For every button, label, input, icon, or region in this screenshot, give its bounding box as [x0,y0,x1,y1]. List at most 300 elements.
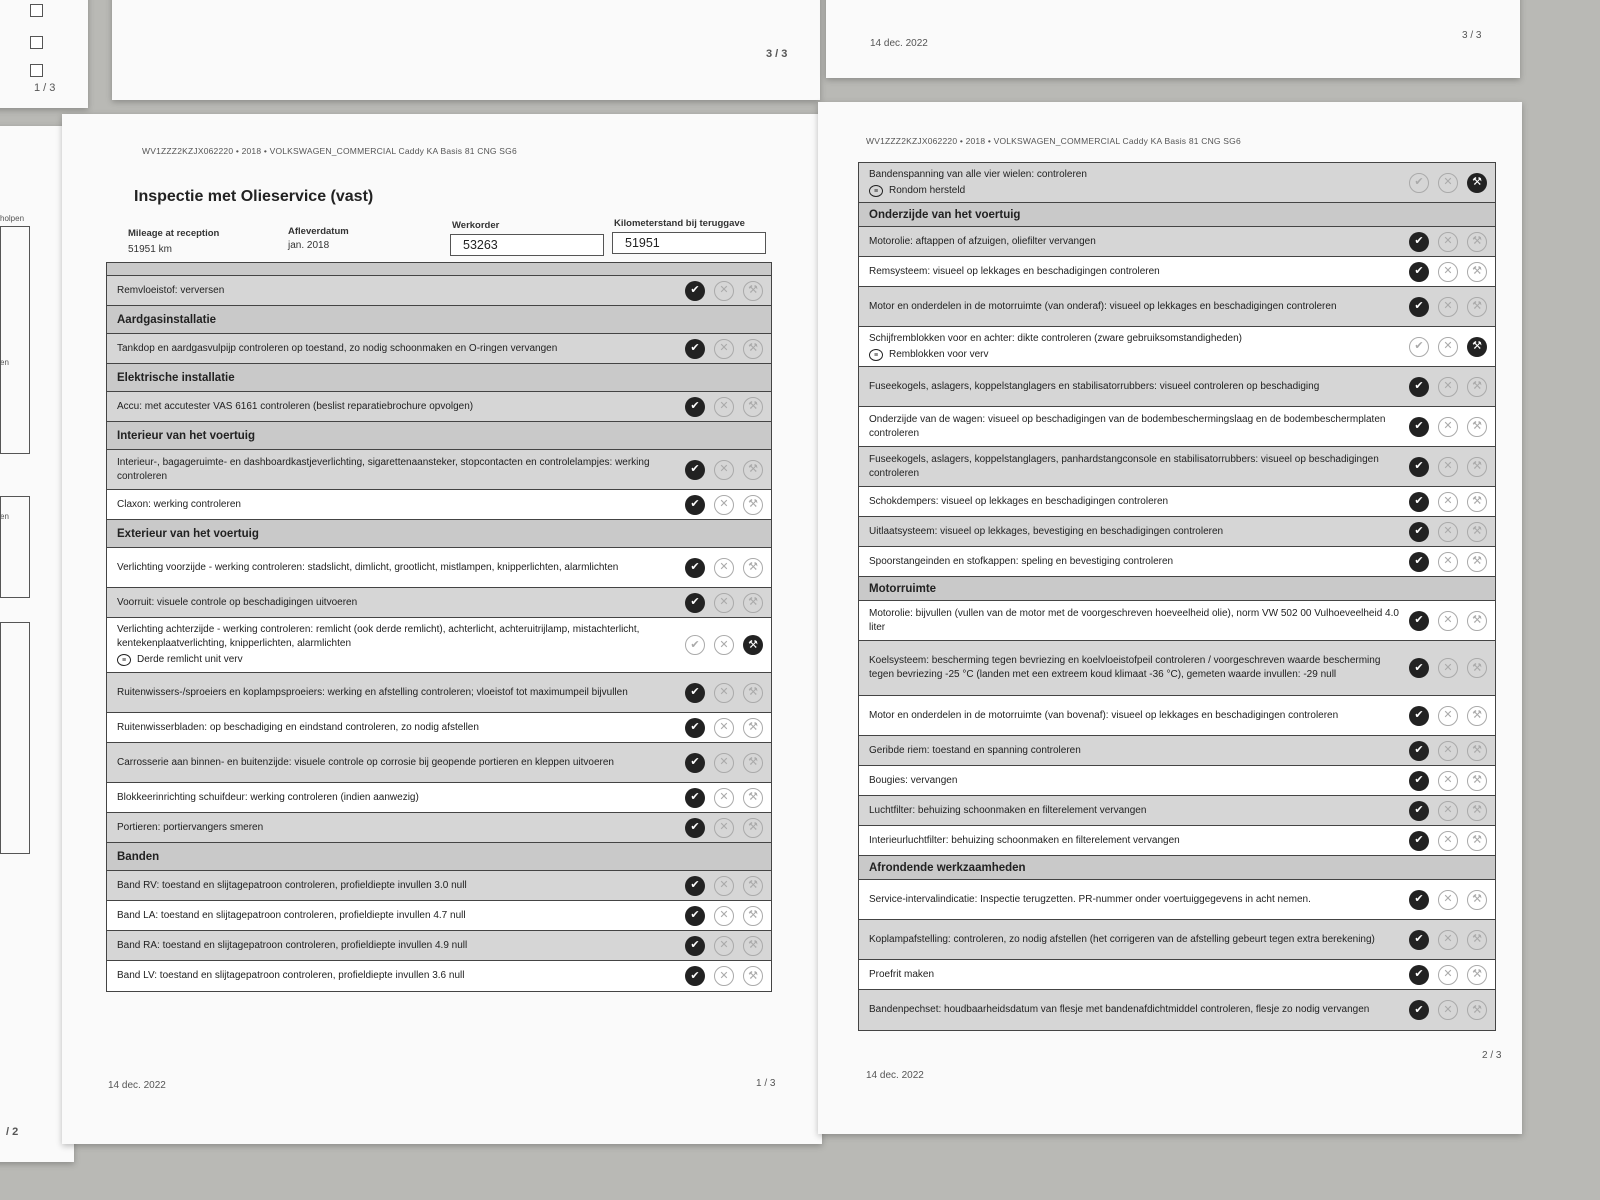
cross-icon: ✕ [714,683,734,703]
item-text: Motorolie: bijvullen (vullen van de motor met de voorgeschreven hoeveelheid olie), norm VW 502 00 Vulhoeveelheid 4.0 liter [869,607,1399,633]
row-content [869,413,1409,441]
wrench-icon: ⚒ [743,281,763,301]
item-note [869,348,1399,362]
item-text: Band RA: toestand en slijtagepatroon controleren, profieldiepte invullen 4.9 null [117,939,468,951]
document-header: WV1ZZZ2KZJX062220 • 2018 • VOLKSWAGEN_COMMERCIAL Caddy KA Basis 81 CNG SG6 [866,136,1241,146]
page-number: 3 / 3 [1462,30,1482,41]
cross-icon: ✕ [1438,232,1458,252]
check-icon: ✔ [1409,377,1429,397]
checklist-row [107,673,771,713]
row-content [117,686,685,700]
item-note [117,653,675,667]
cross-icon: ✕ [1438,173,1458,193]
cross-icon: ✕ [714,281,734,301]
row-content [117,721,685,735]
checklist-row [859,960,1495,990]
status-icons [685,397,763,417]
cross-icon: ✕ [714,635,734,655]
item-text: Proefrit maken [869,968,935,980]
checklist-row [859,163,1495,203]
cross-icon: ✕ [714,718,734,738]
cross-icon: ✕ [1438,890,1458,910]
row-content [869,495,1409,509]
status-icons [1409,377,1487,397]
checklist-row [859,796,1495,826]
section-title: Motorruimte [869,582,937,595]
check-icon: ✔ [685,876,705,896]
wrench-icon: ⚒ [743,718,763,738]
check-icon: ✔ [685,635,705,655]
checklist-row [107,276,771,306]
check-icon: ✔ [1409,262,1429,282]
page-number: 1 / 3 [34,82,56,94]
row-content [117,596,685,610]
check-icon: ✔ [1409,297,1429,317]
item-text: Band RV: toestand en slijtagepatroon controleren, profieldiepte invullen 3.0 null [117,879,467,891]
checklist-row [107,713,771,743]
wrench-icon: ⚒ [743,818,763,838]
wrench-icon: ⚒ [1467,262,1487,282]
check-icon: ✔ [1409,417,1429,437]
wrench-icon: ⚒ [1467,771,1487,791]
check-icon: ✔ [1409,801,1429,821]
row-content [117,342,685,356]
row-content [117,879,685,893]
status-icons [1409,1000,1487,1020]
wrench-icon: ⚒ [743,788,763,808]
check-icon: ✔ [1409,771,1429,791]
cross-icon: ✕ [1438,831,1458,851]
section-title: Onderzijde van het voertuig [869,208,1021,221]
workorder-label: Werkorder [452,220,500,231]
checklist-row [859,547,1495,577]
check-icon: ✔ [1409,831,1429,851]
item-text: Tankdop en aardgasvulpijp controleren op toestand, zo nodig schoonmaken en O-ringen vervangen [117,342,558,354]
section-title: Elektrische installatie [117,371,235,384]
note-text: Derde remlicht unit verv [137,654,243,665]
item-text: Koelsysteem: bescherming tegen bevriezing en koelvloeistofpeil controleren / voorgeschreven waarde bescherming tegen bevriezing -25 °C (landen met een extreem koud klimaat -36 °C), gemeten waarde invullen: -29 null [869,655,1381,680]
checklist-row [107,618,771,673]
cross-icon: ✕ [1438,417,1458,437]
status-icons [685,753,763,773]
check-icon: ✔ [685,936,705,956]
check-icon: ✔ [685,818,705,838]
note-text: Remblokken voor verv [889,348,989,360]
status-icons [1409,741,1487,761]
item-text: Spoorstangeinden en stofkappen: speling en bevestiging controleren [869,555,1174,567]
status-icons [1409,337,1487,357]
status-icons [685,635,763,655]
item-text: Interieurluchtfilter: behuizing schoonmaken en filterelement vervangen [869,834,1180,846]
check-icon: ✔ [1409,965,1429,985]
item-text: Carrosserie aan binnen- en buitenzijde: visuele controle op corrosie bij geopende portieren en kleppen uitvoeren [117,756,614,768]
check-icon: ✔ [1409,457,1429,477]
wrench-icon: ⚒ [743,558,763,578]
status-icons [685,906,763,926]
checklist-row [859,447,1495,487]
check-icon: ✔ [1409,173,1429,193]
mileage-value: 51951 km [128,244,172,255]
checklist-row [859,641,1495,696]
status-icons [685,460,763,480]
checklist-row [107,334,771,364]
status-icons [1409,801,1487,821]
cross-icon: ✕ [1438,262,1458,282]
wrench-icon: ⚒ [1467,173,1487,193]
wrench-icon: ⚒ [1467,417,1487,437]
status-icons [1409,890,1487,910]
check-icon: ✔ [1409,611,1429,631]
wrench-icon: ⚒ [1467,965,1487,985]
status-icons [1409,492,1487,512]
wrench-icon: ⚒ [743,397,763,417]
status-icons [1409,965,1487,985]
checklist-row [859,487,1495,517]
item-text: Interieur-, bagageruimte- en dashboardkastjeverlichting, sigarettenaansteker, stopcontacten en controlelampjes: werking controleren [117,456,650,482]
item-text: Blokkeerinrichting schuifdeur: werking controleren (indien aanwezig) [117,791,419,803]
wrench-icon: ⚒ [743,876,763,896]
check-icon: ✔ [1409,1000,1429,1020]
row-content [117,400,685,414]
section-title: Banden [117,850,160,863]
status-icons [685,495,763,515]
cross-icon: ✕ [714,936,734,956]
item-text: Fuseekogels, aslagers, koppelstanglagers, panhardstangconsole en stabilisatorrubbers: visueel op beschadigingen controleren [869,453,1379,479]
checklist-row [859,257,1495,287]
item-text: Verlichting achterzijde - werking controleren: remlicht (ook derde remlicht), achterlicht, achteruitrijlamp, mistachterlicht, kentekenplaatverlichting, knipperlichten, alarmlichten [117,624,640,649]
checklist-row [859,601,1495,641]
status-icons [1409,262,1487,282]
status-icons [1409,831,1487,851]
wrench-icon: ⚒ [743,339,763,359]
row-content [869,709,1409,723]
checklist-row [107,392,771,422]
item-text: Band LV: toestand en slijtagepatroon controleren, profieldiepte invullen 3.6 null [117,970,465,981]
wrench-icon: ⚒ [1467,930,1487,950]
checklist-table [106,262,772,992]
wrench-icon: ⚒ [1467,801,1487,821]
wrench-icon: ⚒ [743,635,763,655]
item-text: Bougies: vervangen [869,774,958,786]
checklist-row [107,588,771,618]
item-text: Ruitenwissers-/sproeiers en koplampsproeiers: werking en afstelling controleren; vloeistof tot maximumpeil bijvullen [117,686,628,698]
item-text: Band LA: toestand en slijtagepatroon controleren, profieldiepte invullen 4.7 null [117,909,466,921]
status-icons [685,339,763,359]
item-text: Uitlaatsysteem: visueel op lekkages, bevestiging en beschadigingen controleren [869,525,1224,537]
wrench-icon: ⚒ [743,753,763,773]
section-header [107,843,771,871]
section-header [859,856,1495,880]
checklist-row [107,743,771,783]
checklist-table [858,162,1496,1031]
status-icons [685,876,763,896]
wrench-icon: ⚒ [1467,522,1487,542]
section-title: Exterieur van het voertuig [117,527,259,540]
row-content [117,284,685,298]
cross-icon: ✕ [1438,930,1458,950]
cross-icon: ✕ [1438,706,1458,726]
checklist-row [107,548,771,588]
status-icons [1409,522,1487,542]
note-text: Rondom hersteld [889,184,966,196]
status-icons [1409,417,1487,437]
page-2 [818,102,1522,1134]
footer-page: 1 / 3 [756,1078,776,1089]
page-number: / 2 [6,1126,19,1138]
row-content [869,168,1409,198]
item-text: Geribde riem: toestand en spanning controleren [869,744,1081,756]
section-header [107,520,771,548]
cross-icon: ✕ [1438,522,1458,542]
check-icon: ✔ [685,339,705,359]
check-icon: ✔ [1409,492,1429,512]
km-field: 51951 [612,232,766,254]
check-icon: ✔ [685,718,705,738]
check-icon: ✔ [1409,741,1429,761]
cross-icon: ✕ [1438,457,1458,477]
status-icons [685,593,763,613]
item-text: Remsysteem: visueel op lekkages en beschadigingen controleren [869,265,1160,277]
item-text: Bandenspanning van alle vier wielen: controleren [869,168,1087,180]
checklist-row [107,931,771,961]
section-header [107,364,771,392]
section-header [107,306,771,334]
mileage-label: Mileage at reception [128,228,220,239]
checklist-row [107,961,771,991]
wrench-icon: ⚒ [1467,890,1487,910]
table-top-band [107,263,771,276]
status-icons [685,281,763,301]
side-label: en [0,358,9,367]
cross-icon: ✕ [1438,741,1458,761]
check-icon: ✔ [1409,232,1429,252]
status-icons [685,966,763,986]
row-content [117,498,685,512]
item-text: Luchtfilter: behuizing schoonmaken en filterelement vervangen [869,804,1147,816]
checklist-row [859,227,1495,257]
wrench-icon: ⚒ [743,495,763,515]
cross-icon: ✕ [714,876,734,896]
wrench-icon: ⚒ [1467,552,1487,572]
wrench-icon: ⚒ [1467,741,1487,761]
checklist-row [107,901,771,931]
row-content [869,380,1409,394]
wrench-icon: ⚒ [1467,337,1487,357]
checklist-row [107,783,771,813]
checklist-row [859,880,1495,920]
row-content [869,968,1409,982]
status-icons [1409,173,1487,193]
wrench-icon: ⚒ [1467,492,1487,512]
checklist-row [859,826,1495,856]
item-text: Bandenpechset: houdbaarheidsdatum van flesje met bandenafdichtmiddel controleren, flesje zo nodig vervangen [869,1004,1370,1015]
cross-icon: ✕ [1438,611,1458,631]
paper-fragment-top-middle [112,0,820,100]
check-icon: ✔ [1409,658,1429,678]
cross-icon: ✕ [1438,771,1458,791]
km-label: Kilometerstand bij teruggave [614,218,745,229]
workorder-field: 53263 [450,234,604,256]
row-content [869,265,1409,279]
item-text: Voorruit: visuele controle op beschadigingen uitvoeren [117,596,358,608]
row-content [869,555,1409,569]
section-header [107,422,771,450]
wrench-icon: ⚒ [1467,831,1487,851]
item-text: Ruitenwisserbladen: op beschadiging en eindstand controleren, zo nodig afstellen [117,721,479,733]
check-icon: ✔ [685,683,705,703]
footer-date: 14 dec. 2022 [108,1080,166,1091]
row-content [869,774,1409,788]
item-note [869,184,1399,198]
item-text: Onderzijde van de wagen: visueel op beschadigingen van de bodembeschermingslaag en de bodembeschermplaten controleren [869,413,1386,439]
comment-icon: ≡ [869,185,883,197]
item-text: Remvloeistof: verversen [117,284,225,296]
status-icons [685,818,763,838]
status-icons [1409,930,1487,950]
row-content [117,756,685,770]
check-icon: ✔ [685,495,705,515]
row-content [869,332,1409,362]
section-title: Interieur van het voertuig [117,429,256,442]
section-header [859,577,1495,601]
cross-icon: ✕ [1438,492,1458,512]
row-content [869,453,1409,481]
wrench-icon: ⚒ [1467,611,1487,631]
status-icons [1409,771,1487,791]
item-text: Motor en onderdelen in de motorruimte (van onderaf): visueel op lekkages en beschadigingen controleren [869,300,1337,312]
cross-icon: ✕ [1438,377,1458,397]
checklist-row [859,766,1495,796]
check-icon: ✔ [1409,930,1429,950]
page-number: 3 / 3 [766,48,788,60]
checklist-row [107,490,771,520]
cross-icon: ✕ [714,558,734,578]
cross-icon: ✕ [714,339,734,359]
checkbox [30,36,43,49]
paper-fragment-top-left [0,0,88,108]
checklist-row [859,736,1495,766]
row-content [869,654,1409,682]
row-content [117,909,685,923]
wrench-icon: ⚒ [743,460,763,480]
item-text: Verlichting voorzijde - werking controleren: stadslicht, dimlicht, grootlicht, mistlampen, knipperlichten, alarmlichten [117,561,619,573]
row-content [869,300,1409,314]
row-content [117,561,685,575]
page-1 [62,114,822,1144]
cross-icon: ✕ [1438,297,1458,317]
row-content [117,821,685,835]
status-icons [1409,611,1487,631]
row-content [117,623,685,667]
section-title: Aardgasinstallatie [117,313,217,326]
side-table [0,226,30,454]
checklist-row [859,920,1495,960]
check-icon: ✔ [685,753,705,773]
row-content [869,744,1409,758]
row-content [117,791,685,805]
row-content [869,1003,1409,1017]
item-text: Fuseekogels, aslagers, koppelstanglagers en stabilisatorrubbers: visueel controleren op beschadiging [869,380,1320,392]
checklist-row [859,407,1495,447]
side-label: holpen [0,214,25,223]
status-icons [1409,658,1487,678]
checklist-row [107,871,771,901]
checklist-row [859,287,1495,327]
wrench-icon: ⚒ [743,683,763,703]
row-content [869,893,1409,907]
wrench-icon: ⚒ [1467,457,1487,477]
wrench-icon: ⚒ [743,936,763,956]
item-text: Koplampafstelling: controleren, zo nodig afstellen (het corrigeren van de afstelling gebeurt tegen extra berekening) [869,933,1375,945]
wrench-icon: ⚒ [1467,232,1487,252]
footer-date: 14 dec. 2022 [866,1070,924,1081]
checklist-row [107,813,771,843]
document-header: WV1ZZZ2KZJX062220 • 2018 • VOLKSWAGEN_COMMERCIAL Caddy KA Basis 81 CNG SG6 [142,146,517,156]
checklist-row [859,327,1495,367]
cross-icon: ✕ [1438,1000,1458,1020]
checklist-row [107,450,771,490]
delivery-label: Afleverdatum [288,226,349,237]
item-text: Motor en onderdelen in de motorruimte (van bovenaf): visueel op lekkages en beschadigingen controleren [869,709,1339,721]
check-icon: ✔ [685,593,705,613]
cross-icon: ✕ [714,818,734,838]
status-icons [1409,297,1487,317]
comment-icon: ≡ [117,654,131,666]
side-table [0,622,30,854]
check-icon: ✔ [685,906,705,926]
cross-icon: ✕ [1438,552,1458,572]
row-content [869,235,1409,249]
wrench-icon: ⚒ [1467,706,1487,726]
cross-icon: ✕ [714,593,734,613]
check-icon: ✔ [685,558,705,578]
status-icons [1409,706,1487,726]
row-content [117,969,685,983]
status-icons [685,683,763,703]
item-text: Motorolie: aftappen of afzuigen, oliefilter vervangen [869,235,1096,247]
checkbox [30,4,43,17]
page-date: 14 dec. 2022 [870,38,928,49]
item-text: Accu: met accutester VAS 6161 controleren (beslist reparatiebrochure opvolgen) [117,400,474,412]
check-icon: ✔ [685,281,705,301]
wrench-icon: ⚒ [743,906,763,926]
cross-icon: ✕ [714,397,734,417]
status-icons [1409,232,1487,252]
cross-icon: ✕ [714,495,734,515]
delivery-value: jan. 2018 [288,240,330,251]
status-icons [685,936,763,956]
wrench-icon: ⚒ [1467,297,1487,317]
cross-icon: ✕ [1438,965,1458,985]
check-icon: ✔ [685,460,705,480]
checklist-row [859,517,1495,547]
checklist-row [859,696,1495,736]
status-icons [685,788,763,808]
check-icon: ✔ [685,397,705,417]
section-title: Afrondende werkzaamheden [869,861,1026,874]
wrench-icon: ⚒ [743,966,763,986]
check-icon: ✔ [1409,706,1429,726]
cross-icon: ✕ [1438,801,1458,821]
item-text: Service-intervalindicatie: Inspectie terugzetten. PR-nummer onder voertuiggegevens in acht nemen. [869,893,1311,905]
checklist-row [859,990,1495,1030]
paper-fragment-top-right [826,0,1520,78]
row-content [869,607,1409,635]
side-label: en [0,512,9,521]
cross-icon: ✕ [714,753,734,773]
row-content [869,525,1409,539]
row-content [117,939,685,953]
